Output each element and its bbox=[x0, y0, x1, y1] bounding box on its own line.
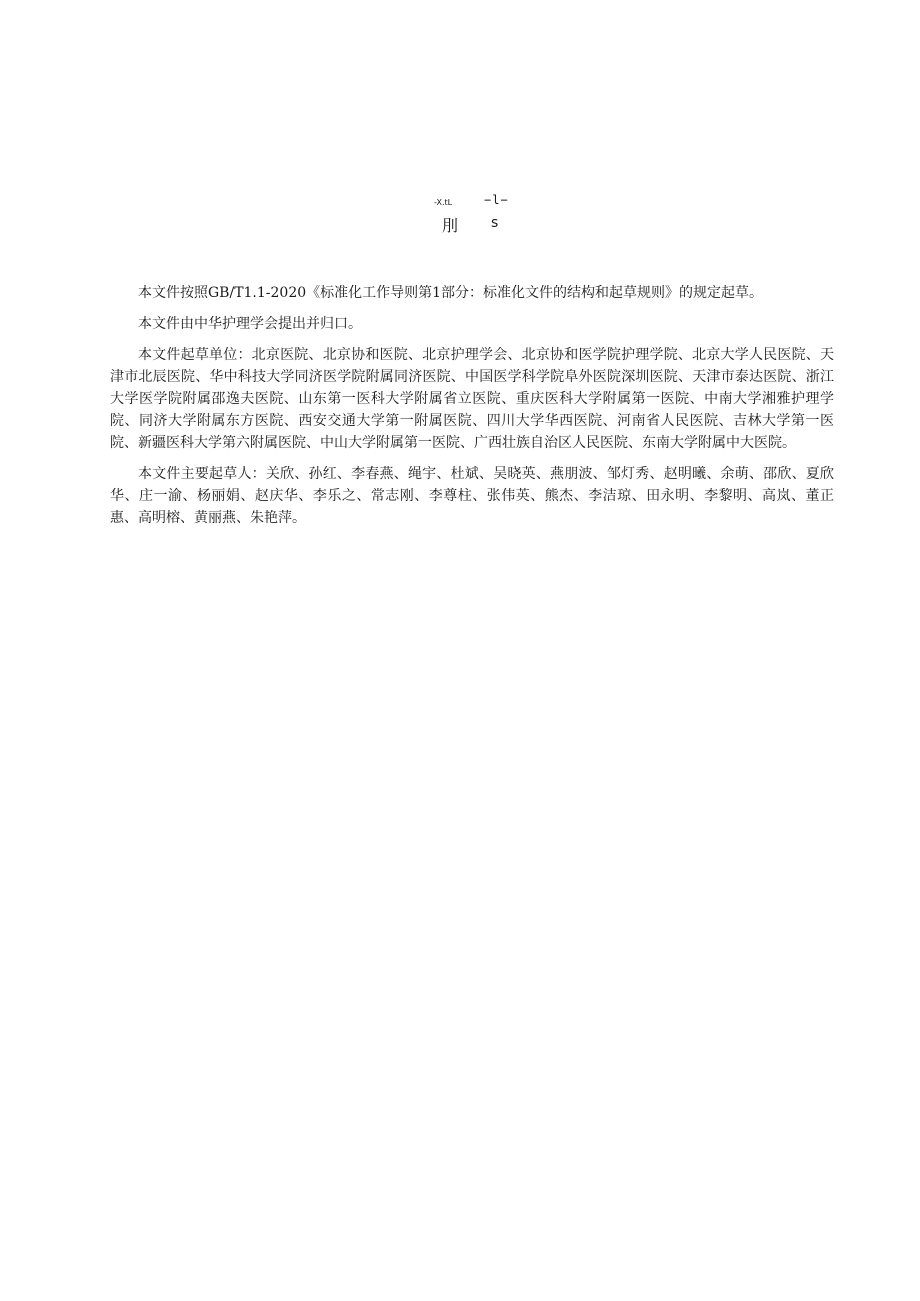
paragraph-drafting-units: 本文件起草单位：北京医院、北京协和医院、北京护理学会、北京协和医学院护理学院、北京大学人民医院、天津市北辰医院、华中科技大学同济医学院附属同济医院、中国医学科学院阜外医院深圳医院、天津市泰达医院、浙江大学医学院附属邵逸夫医院、山东第一医科大学附属省立医院、重庆医科大学附属第一医院、中南大学湘雅护理学院、同济大学附属东方医院、西安交通大学第一附属医院、四川大学华西医院、河南省人民医院、吉林大学第一医院、新疆医科大学第六附属医院、中山大学附属第一医院、广西壮族自治区人民医院、东南大学附属中大医院。 bbox=[110, 347, 834, 451]
paragraph-drafters: 本文件主要起草人：关欣、孙红、李春燕、绳宇、杜斌、吴晓英、燕朋波、邹灯秀、赵明曦、余萌、邵欣、夏欣华、庄一渝、杨丽娟、赵庆华、李乐之、常志刚、李尊柱、张伟英、熊杰、李洁琼、田永明、李黎明、高岚、董正惠、高明榕、黄丽燕、朱艳萍。 bbox=[110, 466, 834, 526]
section-heading bbox=[0, 193, 920, 233]
paragraph-drafting-rules: 本文件按照GB/T1.1-2020《标准化工作导则第1部分：标准化文件的结构和起草规则》的规定起草。 bbox=[138, 285, 764, 301]
paragraph-proposer: 本文件由中华护理学会提出并归口。 bbox=[138, 316, 362, 332]
heading-title-char-2: s bbox=[491, 215, 499, 231]
heading-artifact-right: −l− bbox=[484, 193, 509, 207]
document-body bbox=[110, 282, 834, 538]
heading-artifact-left: -X.tL bbox=[434, 198, 453, 207]
heading-title-char-1: 刖 bbox=[442, 216, 459, 235]
